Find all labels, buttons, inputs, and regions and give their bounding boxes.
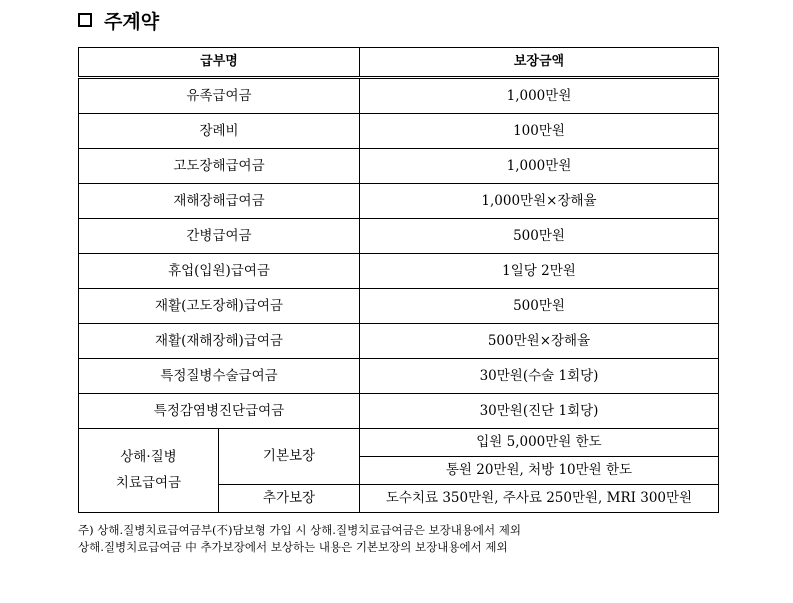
table-row: [79, 149, 719, 184]
coverage-amount-cell: 30만원(수술 1회당): [360, 359, 719, 394]
section-title-text: 주계약: [104, 10, 160, 33]
table-row: [79, 359, 719, 394]
benefit-name-cell: 특정감염병진단급여금: [79, 394, 360, 429]
group-benefit-name-cell: [79, 429, 219, 513]
coverage-amount-cell: 500만원: [360, 289, 719, 324]
footnote-line: 주) 상해.질병치료급여금부(不)담보형 가입 시 상해.질병치료급여금은 보장내용에서 제외: [78, 523, 522, 537]
coverage-amount-cell: 30만원(진단 1회당): [360, 394, 719, 429]
benefit-name-cell: 유족급여금: [79, 78, 360, 114]
benefit-name-cell: 휴업(입원)급여금: [79, 254, 360, 289]
table-row: [79, 219, 719, 254]
table-row: [79, 78, 719, 114]
benefit-name-cell: 재활(고도장해)급여금: [79, 289, 360, 324]
table-header-row: [79, 48, 719, 78]
table-row: [79, 394, 719, 429]
table-row: [79, 289, 719, 324]
extra-coverage-label: 추가보장: [219, 485, 360, 513]
table-row: [79, 254, 719, 289]
footnote-line: 상해.질병치료급여금 中 추가보장에서 보상하는 내용은 기본보장의 보장내용에서 제외: [78, 540, 508, 554]
header-benefit-name: 급부명: [79, 48, 360, 78]
coverage-amount-cell: 1,000만원: [360, 149, 719, 184]
group-name-line1: 상해·질병: [120, 448, 177, 465]
benefit-name-cell: 장례비: [79, 114, 360, 149]
benefit-name-cell: 고도장해급여금: [79, 149, 360, 184]
benefit-name-cell: 재해장해급여금: [79, 184, 360, 219]
table-row: [79, 429, 719, 457]
coverage-amount-cell: 도수치료 350만원, 주사료 250만원, MRI 300만원: [360, 485, 719, 513]
header-coverage-amount: 보장금액: [360, 48, 719, 78]
footnotes: [78, 522, 521, 556]
section-title: [78, 6, 159, 34]
group-name-line2: 치료급여금: [115, 474, 182, 491]
benefits-table: [78, 47, 719, 513]
coverage-amount-cell: 500만원×장해율: [360, 324, 719, 359]
coverage-amount-cell: 1일당 2만원: [360, 254, 719, 289]
table-row: [79, 324, 719, 359]
checkbox-square-icon: [78, 13, 92, 27]
coverage-amount-cell: 100만원: [360, 114, 719, 149]
table-row: [79, 114, 719, 149]
coverage-amount-cell: 1,000만원: [360, 78, 719, 114]
benefit-name-cell: 특정질병수술급여금: [79, 359, 360, 394]
table-row: [79, 184, 719, 219]
coverage-amount-cell: 500만원: [360, 219, 719, 254]
coverage-amount-cell: 통원 20만원, 처방 10만원 한도: [360, 457, 719, 485]
basic-coverage-label: 기본보장: [219, 429, 360, 485]
coverage-amount-cell: 입원 5,000만원 한도: [360, 429, 719, 457]
benefit-name-cell: 간병급여금: [79, 219, 360, 254]
coverage-amount-cell: 1,000만원×장해율: [360, 184, 719, 219]
benefit-name-cell: 재활(재해장해)급여금: [79, 324, 360, 359]
